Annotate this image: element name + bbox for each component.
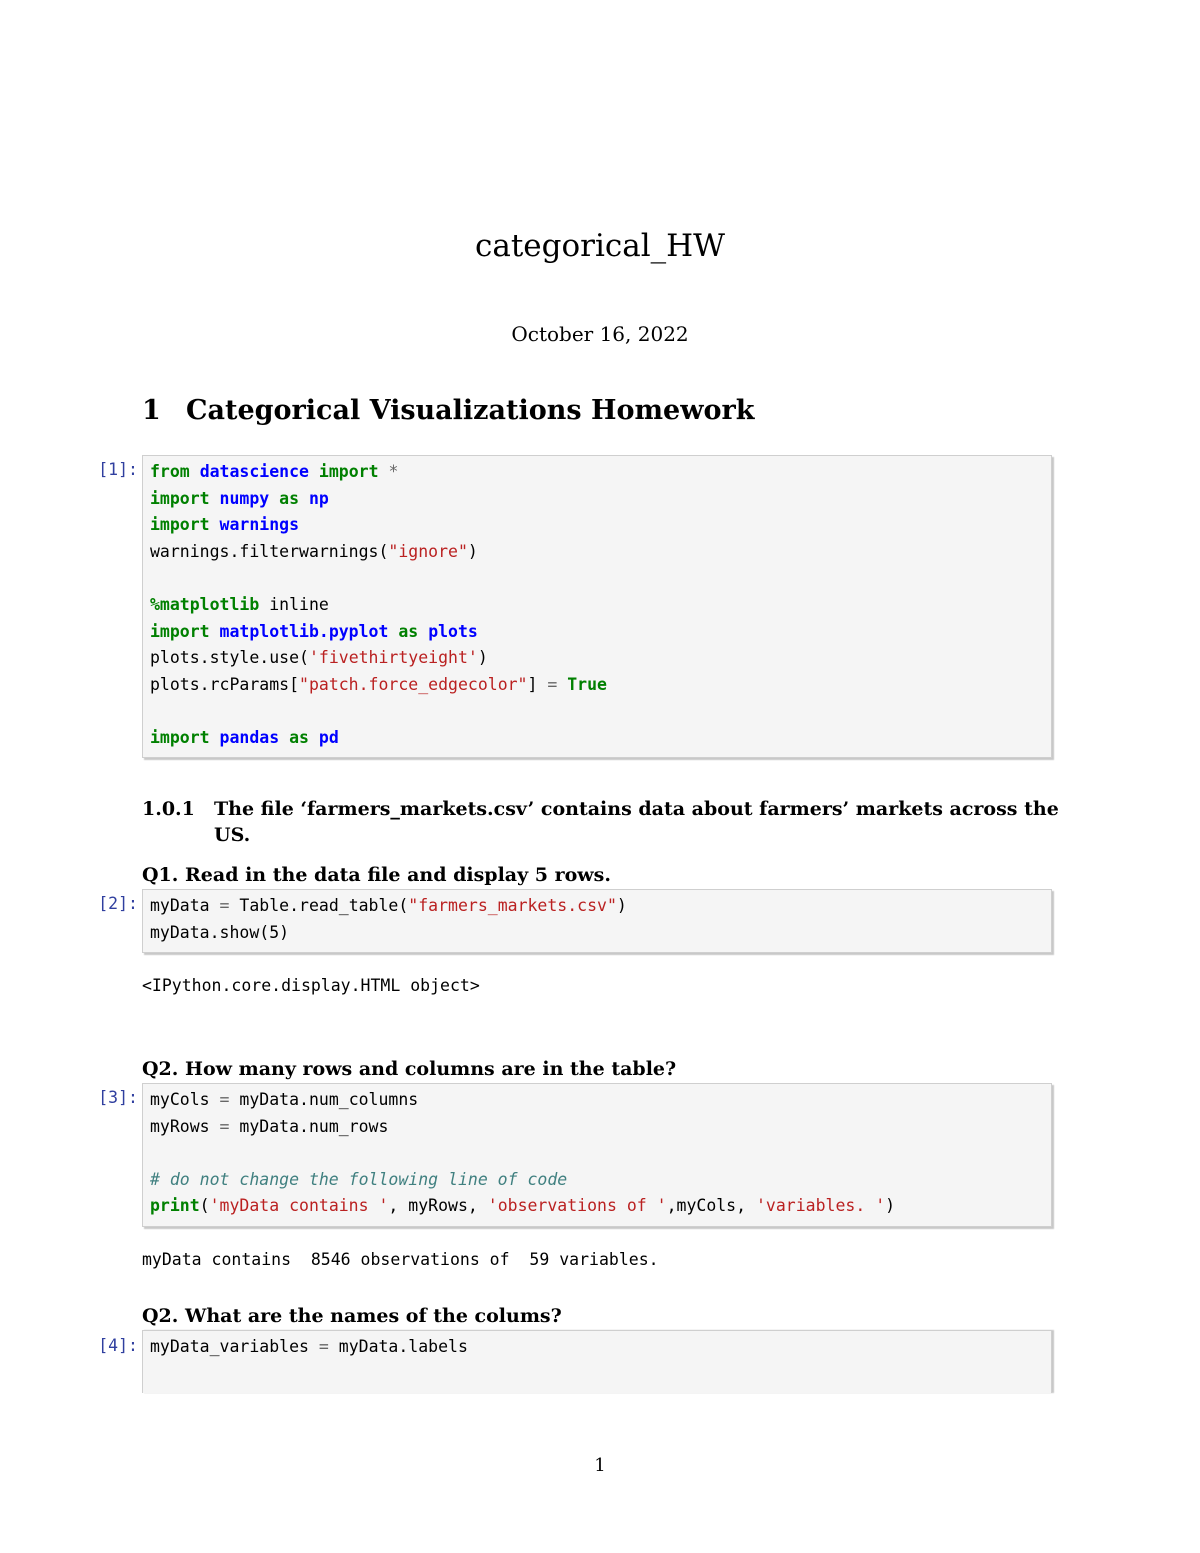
code-token bbox=[210, 489, 220, 508]
cell-prompt-1: [1]: bbox=[98, 460, 138, 479]
subsection-number: 1.0.1 bbox=[142, 798, 195, 820]
code-token: plots.rcParams[ bbox=[150, 674, 300, 694]
code-token bbox=[557, 675, 567, 694]
cell-output-3: myData contains 8546 observations of 59 variables. bbox=[142, 1250, 659, 1269]
cell-prompt-2: [2]: bbox=[98, 894, 138, 913]
code-token: # do not change the following line of code bbox=[150, 1169, 568, 1189]
code-token: ) bbox=[279, 922, 290, 942]
code-line bbox=[150, 1140, 1044, 1167]
section-heading bbox=[142, 395, 754, 426]
code-token: as bbox=[398, 621, 419, 641]
code-token bbox=[388, 622, 398, 641]
code-token: numpy bbox=[219, 488, 270, 508]
code-line bbox=[150, 619, 1044, 646]
code-line bbox=[150, 486, 1044, 513]
question-1: Q1. Read in the data file and display 5 rows. bbox=[142, 864, 611, 886]
section-title: Categorical Visualizations Homework bbox=[186, 395, 755, 426]
code-token bbox=[309, 462, 319, 481]
code-token: %matplotlib bbox=[150, 594, 260, 614]
code-line bbox=[150, 1114, 1044, 1141]
code-token: pd bbox=[318, 727, 339, 747]
code-token: myData_variables bbox=[150, 1337, 319, 1356]
code-token bbox=[210, 622, 220, 641]
code-token bbox=[190, 462, 200, 481]
code-cell-4[interactable] bbox=[142, 1330, 1052, 1393]
code-token: ,myCols, bbox=[666, 1196, 756, 1216]
code-token: = bbox=[547, 674, 558, 694]
code-token: datascience bbox=[199, 462, 309, 481]
code-token bbox=[418, 622, 428, 641]
code-line bbox=[150, 1334, 1044, 1361]
code-token: warnings.filterwarnings( bbox=[150, 541, 389, 561]
document-title: categorical_HW bbox=[474, 228, 726, 264]
code-token: myData.num_columns bbox=[229, 1090, 419, 1109]
code-line bbox=[150, 920, 1044, 947]
code-token: warnings bbox=[219, 515, 300, 535]
code-token: plots bbox=[428, 621, 478, 641]
code-line bbox=[150, 1193, 1044, 1220]
code-token: = bbox=[219, 1116, 230, 1136]
code-token bbox=[299, 489, 309, 508]
code-token: print bbox=[150, 1196, 200, 1216]
code-token: inline bbox=[259, 594, 329, 614]
code-line bbox=[150, 672, 1044, 699]
code-token: Table.read_table( bbox=[229, 896, 409, 915]
code-token: "farmers_markets.csv" bbox=[408, 896, 617, 915]
code-token: myData.labels bbox=[328, 1337, 468, 1356]
code-token: ( bbox=[199, 1196, 210, 1216]
code-token: True bbox=[567, 674, 607, 694]
code-token: plots.style.use( bbox=[150, 648, 309, 668]
code-token: matplotlib.pyplot bbox=[219, 621, 389, 641]
code-token: myData bbox=[150, 896, 220, 915]
code-token: = bbox=[318, 1337, 329, 1356]
code-token bbox=[309, 728, 319, 747]
code-token bbox=[210, 728, 220, 747]
code-line bbox=[150, 539, 1044, 566]
code-token: import bbox=[150, 727, 210, 747]
code-token bbox=[379, 462, 389, 481]
code-token: myData.num_rows bbox=[229, 1116, 389, 1136]
code-token: myRows bbox=[150, 1116, 220, 1136]
subsection-heading bbox=[142, 796, 1067, 848]
code-token bbox=[269, 489, 279, 508]
code-cell-1[interactable] bbox=[142, 455, 1052, 758]
code-line bbox=[150, 645, 1044, 672]
code-token: 'myData contains ' bbox=[209, 1196, 389, 1216]
code-cell-3[interactable] bbox=[142, 1083, 1052, 1227]
question-2-column-names: Q2. What are the names of the colums? bbox=[142, 1305, 562, 1327]
code-line bbox=[150, 459, 1044, 486]
code-token: = bbox=[219, 896, 230, 915]
code-token: 'variables. ' bbox=[755, 1196, 886, 1216]
code-token: as bbox=[279, 488, 300, 508]
subsection-title: The file ‘farmers_markets.csv’ contains data about farmers’ markets across the US. bbox=[214, 798, 1059, 846]
code-token: pandas bbox=[219, 727, 280, 747]
code-token: ) bbox=[885, 1196, 896, 1216]
code-line bbox=[150, 592, 1044, 619]
code-token: ) bbox=[467, 541, 478, 561]
cell-prompt-4: [4]: bbox=[98, 1336, 138, 1355]
code-line bbox=[150, 565, 1044, 592]
code-token bbox=[279, 728, 289, 747]
code-token: ] bbox=[527, 674, 548, 694]
code-token: import bbox=[150, 515, 210, 535]
code-token: = bbox=[219, 1090, 230, 1109]
page-number: 1 bbox=[594, 1455, 606, 1476]
cell-prompt-3: [3]: bbox=[98, 1088, 138, 1107]
document-date: October 16, 2022 bbox=[511, 322, 689, 346]
code-token: import bbox=[150, 488, 210, 508]
code-line bbox=[150, 1087, 1044, 1114]
code-token: import bbox=[318, 462, 379, 481]
code-token: 5 bbox=[269, 922, 280, 942]
code-line bbox=[150, 725, 1044, 752]
code-line bbox=[150, 1167, 1044, 1194]
code-token: ) bbox=[616, 896, 627, 915]
code-token: 'observations of ' bbox=[487, 1196, 667, 1216]
code-token: myData.show( bbox=[150, 922, 270, 942]
code-cell-2[interactable] bbox=[142, 889, 1052, 953]
code-token: 'fivethirtyeight' bbox=[308, 648, 478, 668]
section-number: 1 bbox=[142, 395, 161, 426]
code-token: * bbox=[388, 462, 399, 481]
code-line bbox=[150, 698, 1044, 725]
code-token: "ignore" bbox=[388, 541, 468, 561]
code-line bbox=[150, 512, 1044, 539]
code-token: import bbox=[150, 621, 210, 641]
code-token: ) bbox=[477, 648, 488, 668]
code-line bbox=[150, 893, 1044, 920]
code-token: from bbox=[150, 462, 190, 481]
code-token: np bbox=[308, 488, 329, 508]
code-token: myCols bbox=[150, 1090, 220, 1109]
code-token: as bbox=[289, 727, 309, 747]
cell-output-2: <IPython.core.display.HTML object> bbox=[142, 976, 480, 995]
code-token bbox=[210, 515, 220, 534]
code-token: "patch.force_edgecolor" bbox=[299, 674, 528, 694]
question-2-rows-columns: Q2. How many rows and columns are in the table? bbox=[142, 1058, 677, 1080]
code-token: , myRows, bbox=[388, 1196, 488, 1216]
